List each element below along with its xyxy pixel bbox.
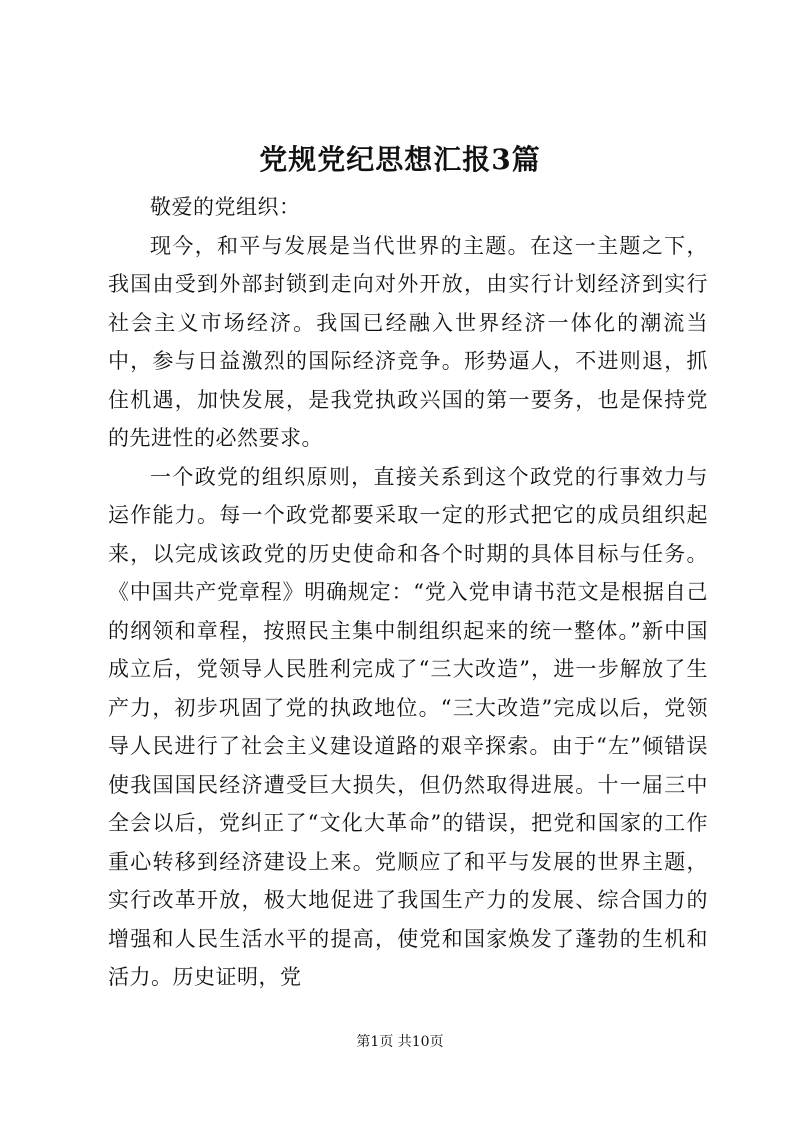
paragraph: 现今，和平与发展是当代世界的主题。在这一主题之下，我国由受到外部封锁到走向对外开放，由实行计划经济到实行社会主义市场经济。我国已经融入世界经济一体化的潮流当中，参与日益激烈的国际经济竞争。形势逼人，不进则退，抓住机遇，加快发展，是我党执政兴国的第一要务，也是保持党的先进性的必然要求。 (108, 233, 708, 450)
document-title: 党规党纪思想汇报3篇 (259, 143, 541, 176)
page-footer: 第1页 共10页 (356, 1034, 444, 1050)
document-body (108, 188, 708, 997)
paragraph: 一个政党的组织原则，直接关系到这个政党的行事效力与运作能力。每一个政党都要采取一定的形式把它的成员组织起来，以完成该政党的历史使命和各个时期的具体目标与任务。《中国共产党章程》明确规定：“党入党申请书范文是根据自己的纲领和章程，按照民主集中制组织起来的统一整体。”新中国成立后，党领导人民胜利完成了“三大改造”，进一步解放了生产力，初步巩固了党的执政地位。“三大改造”完成以后，党领导人民进行了社会主义建设道路的艰辛探索。由于“左”倾错误使我国国民经济遭受巨大损失，但仍然取得进展。十一届三中全会以后，党纠正了“文化大革命”的错误，把党和国家的工作重心转移到经济建设上来。党顺应了和平与发展的世界主题，实行改革开放，极大地促进了我国生产力的发展、综合国力的增强和人民生活水平的提高，使党和国家焕发了蓬勃的生机和活力。历史证明，党 (108, 464, 708, 989)
salutation: 敬爱的党组织： (150, 195, 301, 219)
